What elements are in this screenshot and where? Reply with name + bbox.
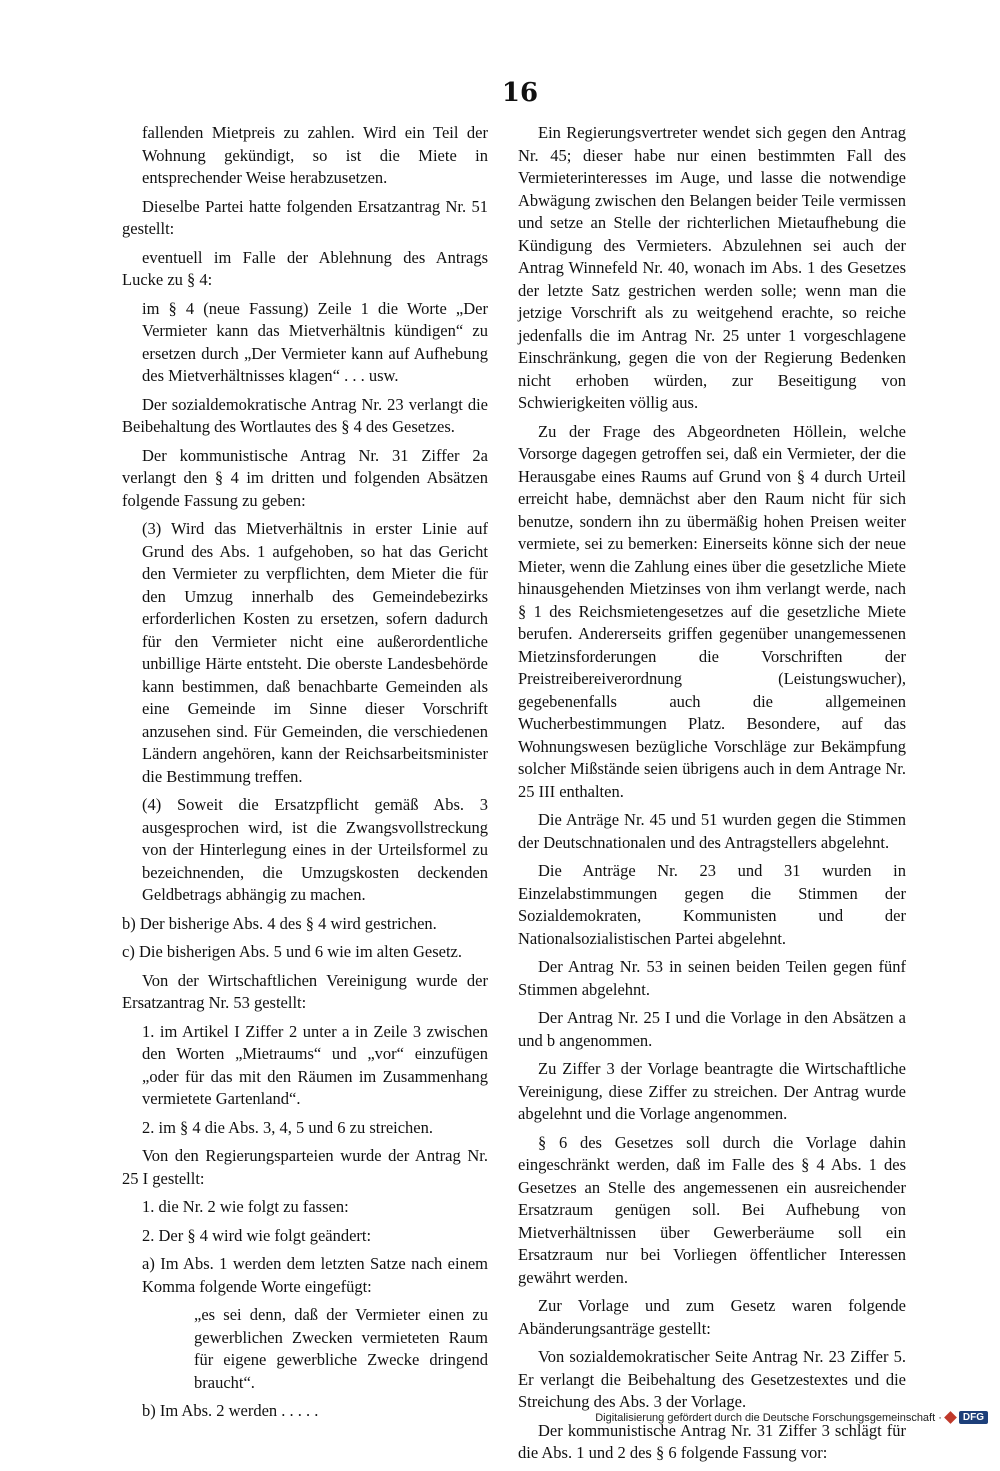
list-item: a) Im Abs. 1 werden dem letzten Satze nach einem Komma folgende Worte eingefügt:: [142, 1254, 488, 1296]
paragraph: Von den Regierungsparteien wurde der Antrag Nr. 25 I gestellt:: [122, 1146, 488, 1188]
paragraph: (3) Wird das Mietverhältnis in erster Linie auf Grund des Abs. 1 aufgehoben, so hat das Gericht den Vermieter zu verpflichten, dem Mieter die für den Umzug innerhalb des Gemeindebezirks erforderlichen Kosten zu ersetzen, sofern dadurch für den Vermieter nicht eine außerordentliche unbillige Härte entsteht. Die oberste Landesbehörde kann bestimmen, daß benachbarte Gemeinden als eine Gemeinde im Sinne dieser Vorschrift anzusehen sind. Für Gemeinden, die verschiedenen Ländern angehören, kann der Reichsarbeitsminister die Bestimmung treffen.: [142, 519, 488, 786]
list-item: 1. im Artikel I Ziffer 2 unter a in Zeile 3 zwischen den Worten „Mietraums“ und „vor“ einzufügen „oder für das mit den Räumen im Zusammenhang vermietete Gartenland“.: [142, 1021, 488, 1108]
paragraph: Der kommunistische Antrag Nr. 31 Ziffer 3 schlägt für die Abs. 1 und 2 des § 6 folgende Fassung vor:: [518, 1420, 906, 1462]
list-item: 2. Der § 4 wird wie folgt geändert:: [142, 1225, 372, 1245]
paragraph: fallenden Mietpreis zu zahlen. Wird ein Teil der Wohnung gekündigt, so ist die Miete in entsprechender Weise herabzusetzen.: [142, 123, 488, 187]
footer-credit: Digitalisierung gefördert durch die Deutsche Forschungsgemeinschaft ·: [595, 1411, 942, 1424]
footer: [595, 1411, 988, 1424]
paragraph: Der Antrag Nr. 25 I und die Vorlage in den Absätzen a und b angenommen.: [518, 1008, 906, 1050]
left-column: [122, 122, 488, 1429]
paragraph: Zu Ziffer 3 der Vorlage beantragte die Wirtschaftliche Vereinigung, diese Ziffer zu streichen. Der Antrag wurde abgelehnt und die Vorlage angenommen.: [518, 1059, 906, 1123]
dfg-logo: DFG: [959, 1411, 988, 1424]
right-column: [518, 122, 906, 1471]
list-item: c) Die bisherigen Abs. 5 und 6 wie im alten Gesetz.: [122, 942, 462, 961]
list-item: b) Im Abs. 2 werden . . . . .: [142, 1401, 319, 1420]
paragraph: Von sozialdemokratischer Seite Antrag Nr. 23 Ziffer 5. Er verlangt die Beibehaltung des Gesetzestextes und die Streichung des Abs. 3 der Vorlage.: [518, 1347, 906, 1411]
paragraph: Von der Wirtschaftlichen Vereinigung wurde der Ersatzantrag Nr. 53 gestellt:: [122, 970, 488, 1012]
paragraph: Die Anträge Nr. 45 und 51 wurden gegen die Stimmen der Deutschnationalen und des Antragstellers abgelehnt.: [518, 810, 906, 852]
quote: „es sei denn, daß der Vermieter einen zu gewerblichen Zwecken vermieteten Raum für eigene gewerbliche Zwecke dringend braucht“.: [194, 1305, 488, 1392]
list-item: 1. die Nr. 2 wie folgt zu fassen:: [142, 1197, 349, 1216]
paragraph: (4) Soweit die Ersatzpflicht gemäß Abs. 3 ausgesprochen wird, ist die Zwangsvollstreckung von der Hinterlegung eines in der Urteilsformel zu bezeichnenden, die Umzugskosten deckenden Geldbetrags abhängig zu machen.: [142, 795, 488, 904]
paragraph: Ein Regierungsvertreter wendet sich gegen den Antrag Nr. 45; dieser habe nur einen bestimmten Fall des Vermieterinteresses im Auge, und lasse die notwendige Abwägung zwischen den Belangen beider Teile vermissen und setze an Stelle der richterlichen Mietaufhebung die Kündigung des Vermieters. Abzulehnen sei auch der Antrag Winnefeld Nr. 40, wonach im Abs. 1 des Gesetzes der letzte Satz gestrichen werden solle; wenn man die jetzige Vorschrift als zu weitgehend erachte, so reiche jedenfalls die im Antrag Nr. 25 unter 1 vorgeschlagene Einschränkung, gegen die von der Regierung Bedenken nicht erhoben würden, zur Beseitigung von Schwierigkeiten völlig aus.: [518, 123, 906, 412]
page-number: 16: [501, 78, 539, 108]
dfg-mark-icon: [944, 1411, 957, 1424]
paragraph: Dieselbe Partei hatte folgenden Ersatzantrag Nr. 51 gestellt:: [122, 196, 488, 238]
paragraph: eventuell im Falle der Ablehnung des Antrags Lucke zu § 4:: [122, 247, 488, 289]
paragraph: Zur Vorlage und zum Gesetz waren folgende Abänderungsanträge gestellt:: [518, 1296, 906, 1338]
paragraph: Die Anträge Nr. 23 und 31 wurden in Einzelabstimmungen gegen die Stimmen der Sozialdemokraten, Kommunisten und der Nationalsozialistischen Partei abgelehnt.: [518, 861, 906, 948]
paragraph: § 6 des Gesetzes soll durch die Vorlage dahin eingeschränkt werden, daß im Falle des § 4 Abs. 1 des Gesetzes an Stelle des angemessenen ein ausreichender Ersatzraum genügen soll. Bei Aufhebung von Mietverhältnissen über Gewerberäume soll ein Ersatzraum nur bei Vorliegen öffentlicher Interessen gewährt werden.: [518, 1132, 906, 1287]
paragraph: Der kommunistische Antrag Nr. 31 Ziffer 2a verlangt den § 4 im dritten und folgenden Absätzen folgende Fassung zu geben:: [122, 445, 488, 510]
paragraph: im § 4 (neue Fassung) Zeile 1 die Worte „Der Vermieter kann das Mietverhältnis kündigen“ zu ersetzen durch „Der Vermieter kann auf Aufhebung des Mietverhältnisses klagen“ . . . usw.: [142, 298, 488, 385]
list-item: 2. im § 4 die Abs. 3, 4, 5 und 6 zu streichen.: [142, 1117, 434, 1137]
list-item: b) Der bisherige Abs. 4 des § 4 wird gestrichen.: [122, 913, 437, 933]
paragraph: Zu der Frage des Abgeordneten Höllein, welche Vorsorge dagegen getroffen sei, daß ein Vermieter, der die Herausgabe eines Raums auf Grund von § 4 durch Urteil erreicht habe, demnächst aber den Raum nicht für sich benutze, sondern ihn zu übermäßig hohen Preisen weiter vermiete, sei zu bemerken: Einerseits könne sich der neue Mieter, wenn die Zahlung eines über die gesetzliche Miete hinausgehenden Mietzinses von ihm verlangt werde, nach § 1 des Reichsmietengesetzes auf die gesetzliche Miete berufen. Andererseits griffen gegenüber unangemessenen Mietzinsforderungen die Vorschriften der Preistreibereiverordnung (Leistungswucher), gegebenenfalls auch die allgemeinen Wucherbestimmungen Platz. Besondere, auf das Wohnungswesen bezügliche Vorschläge zur Bekämpfung solcher Mißstände seien übrigens auch in dem Antrage Nr. 25 III enthalten.: [518, 421, 906, 801]
paragraph: Der Antrag Nr. 53 in seinen beiden Teilen gegen fünf Stimmen abgelehnt.: [518, 957, 906, 999]
paragraph: Der sozialdemokratische Antrag Nr. 23 verlangt die Beibehaltung des Wortlautes des § 4 des Gesetzes.: [122, 394, 488, 436]
